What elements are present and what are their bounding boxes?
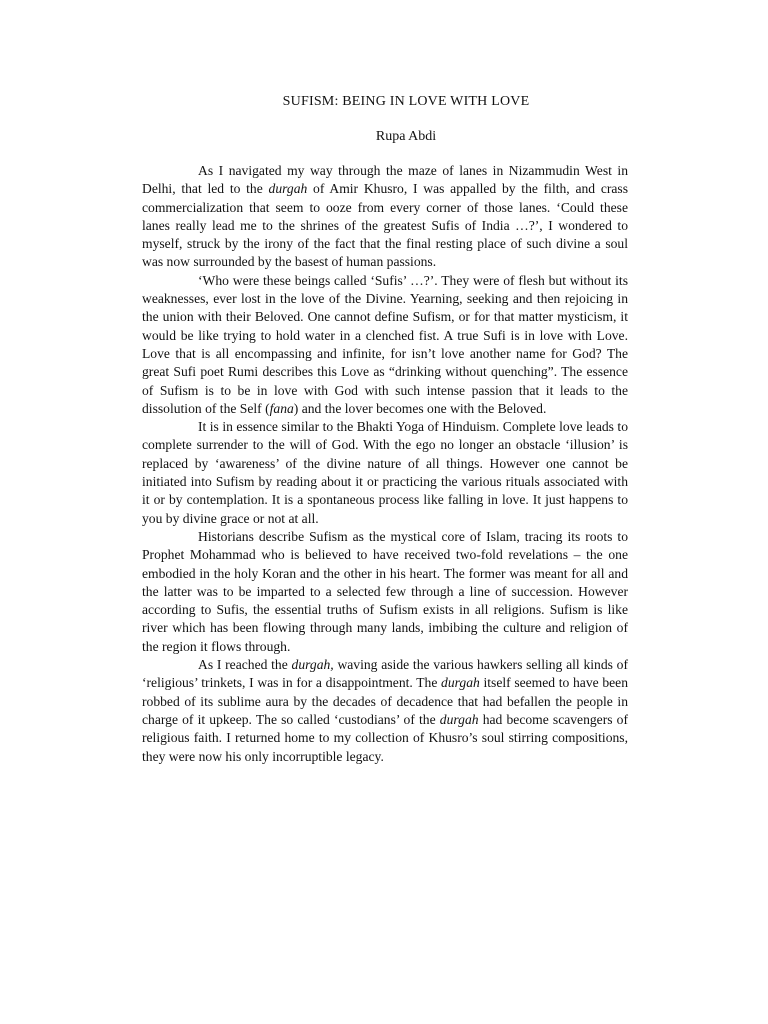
italic-term: durgah: [268, 181, 308, 197]
paragraph: [142, 272, 628, 418]
italic-term: fana: [269, 400, 294, 416]
italic-term: durgah: [439, 711, 479, 727]
text-run: of Amir Khusro, I was appalled by the filth, and crass commercialization that seem to ooze from every corner of those lanes. ‘Could these lanes really lead me to the shrines of the greatest Sufis of India …?’, I wondered to myself, struck by the irony of the fact that the final resting place of such divine a soul was now surrounded by the basest of human passions.: [142, 181, 629, 270]
text-run: had become scavengers of religious faith. I returned home to my collection of Khusro’s soul stirring compositions, they were now his only incorruptible legacy.: [142, 711, 629, 764]
text-run: Historians describe Sufism as the mystical core of Islam, tracing its roots to Prophet Mohammad who is believed to have received two-fold revelations – the one embodied in the holy Koran and the other in his heart. The former was meant for all and the latter was to be imparted to a selected few through a line of succession. However according to Sufis, the essential truths of Sufism exists in all religions. Sufism is like river which has been flowing through many lands, imbibing the culture and religion of the region it flows through.: [142, 528, 628, 654]
paragraph: [142, 528, 628, 656]
paragraph: [142, 656, 628, 766]
paragraph: [142, 418, 628, 528]
text-run: As I reached the: [198, 657, 292, 673]
text-run: ‘Who were these beings called ‘Sufis’ …?’. They were of flesh but without its weaknesses, ever lost in the love of the Divine. Yearning, seeking and then rejoicing in the union with their Beloved. One cannot define Sufism, or for that matter mysticism, it would be like trying to hold water in a clenched fist. A true Sufi is in love with Love. Love that is all encompassing and infinite, for isn’t love another name for God? The great Sufi poet Rumi describes this Love as “drinking without quenching”. The essence of Sufism is to be in love with God with such intense passion that it leads to the dissolution of the Self (: [142, 272, 628, 416]
text-run: It is in essence similar to the Bhakti Yoga of Hinduism. Complete love leads to complete surrender to the will of God. With the ego no longer an obstacle ‘illusion’ is replaced by ‘awareness’ of the divine nature of all things. However one cannot be initiated into Sufism by reading about it or practicing the various rituals associated with it or by contemplation. It is a spontaneous process like falling in love. It just happens to you by divine grace or not at all.: [142, 419, 628, 526]
document-title: SUFISM: BEING IN LOVE WITH LOVE: [282, 94, 530, 109]
text-run: itself seemed to have been robbed of its sublime aura by the decades of decadence that had befallen the people in charge of it upkeep. The so called ‘custodians’ of the: [142, 675, 628, 727]
document-body: [142, 162, 628, 766]
document-author: Rupa Abdi: [375, 129, 437, 144]
text-run: waving aside the various hawkers selling all kinds of ‘religious’ trinkets, I was in for a disappointment. The: [142, 657, 628, 691]
text-run: ) and the lover becomes one with the Beloved.: [293, 400, 547, 416]
italic-term: durgah,: [291, 657, 334, 673]
paragraph: [142, 162, 628, 272]
italic-term: durgah: [441, 675, 480, 691]
text-run: As I navigated my way through the maze of lanes in Nizammudin West in Delhi, that led to the: [142, 163, 628, 197]
